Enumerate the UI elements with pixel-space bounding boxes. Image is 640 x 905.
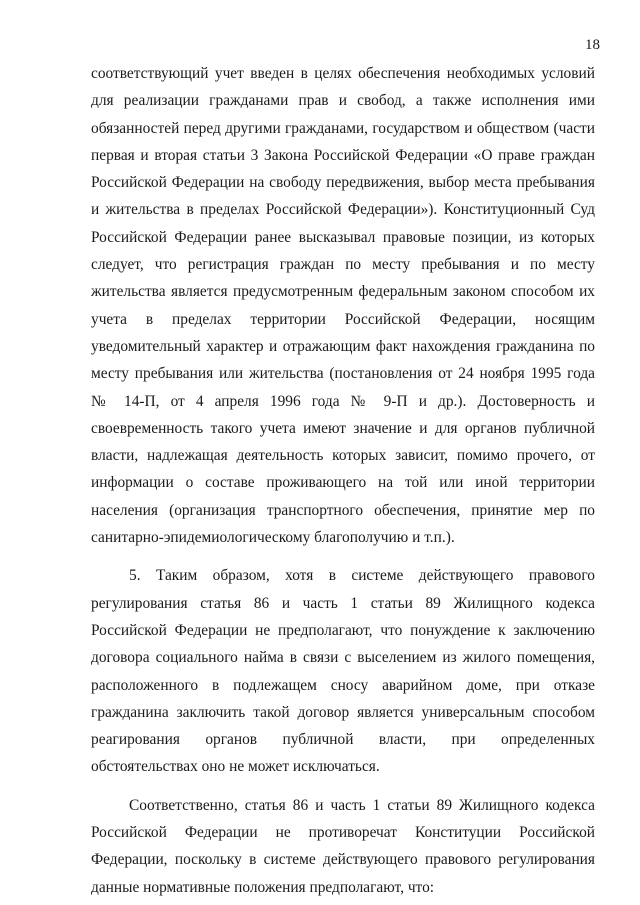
page-number: 18 [585,37,600,53]
paragraph-continuation: соответствующий учет введен в целях обеспечения необходимых условий для реализации гражданами прав и свобод, а также исполнения ими обязанностей перед другими гражданами, государством и обществом (части первая и вторая статьи 3 Закона Российской Федерации «О праве граждан Российской Федерации на свободу передвижения, выбор места пребывания и жительства в пределах Российской Федерации»). Конституционный Суд Российской Федерации ранее высказывал правовые позиции, из которых следует, что регистрация граждан по месту пребывания и по месту жительства является предусмотренным федеральным законом способом их учета в пределах территории Российской Федерации, носящим уведомительный характер и отражающим факт нахождения гражданина по месту пребывания или жительства (постановления от 24 ноября 1995 года № 14-П, от 4 апреля 1996 года № 9-П и др.). Достоверность и своевременность такого учета имеют значение и для органов публичной власти, надлежащая деятельность которых зависит, помимо прочего, от информации о составе проживающего на той или иной территории населения (организация транспортного обеспечения, принятие мер по санитарно-эпидемиологическому благополучию и т.п.). [91,65,595,547]
document-body [91,60,595,901]
paragraph-section-5: 5. Таким образом, хотя в системе действующего правового регулирования статья 86 и часть 1 статьи 89 Жилищного кодекса Российской Федерации не предполагают, что понуждение к заключению договора социального найма в связи с выселением из жилого помещения, расположенного в подлежащем сносу аварийном доме, при отказе гражданина заключить такой договор является универсальным способом реагирования органов публичной власти, при определенных обстоятельствах оно не может исключаться. [91,567,595,776]
paragraph-conclusion: Соответственно, статья 86 и часть 1 статьи 89 Жилищного кодекса Российской Федерации не противоречат Конституции Российской Федерации, поскольку в системе действующего правового регулирования данные нормативные положения предполагают, что: [91,796,595,896]
